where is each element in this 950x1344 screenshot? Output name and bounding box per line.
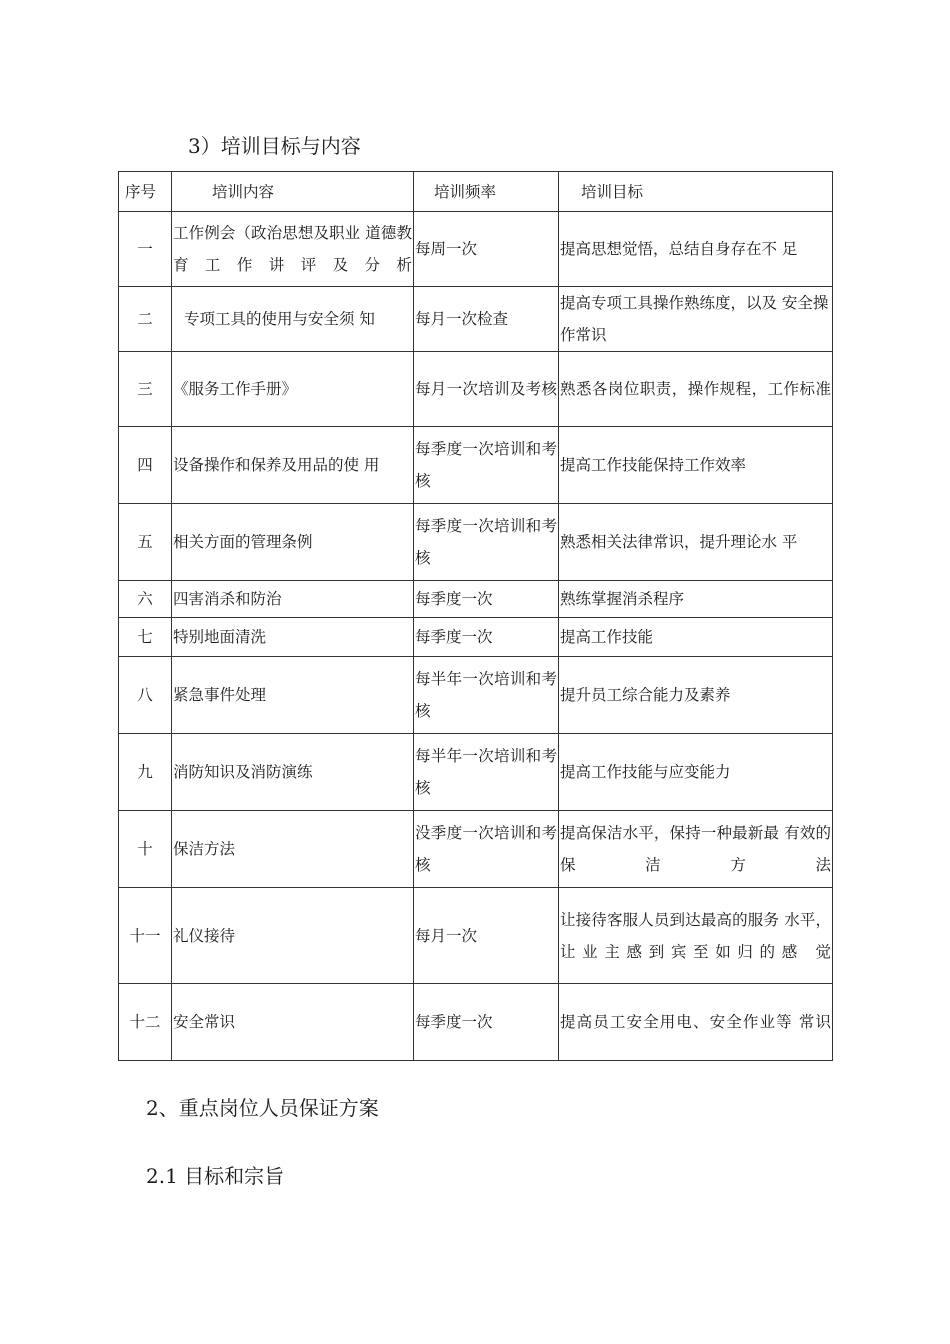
row-content: 工作例会（政治思想及职业 道德教育工作讲评及分析 xyxy=(172,212,414,287)
row-number: 八 xyxy=(119,657,172,734)
row-content: 四害消杀和防治 xyxy=(172,581,414,618)
table-row xyxy=(119,811,833,888)
row-number: 二 xyxy=(119,287,172,352)
row-number: 十 xyxy=(119,811,172,888)
table-row xyxy=(119,287,833,352)
row-content: 礼仪接待 xyxy=(172,888,414,984)
row-goal: 熟悉相关法律常识，提升理论水 平 xyxy=(559,504,833,581)
row-number: 五 xyxy=(119,504,172,581)
row-goal: 提升员工综合能力及素养 xyxy=(559,657,833,734)
row-number: 九 xyxy=(119,734,172,811)
row-content: 消防知识及消防演练 xyxy=(172,734,414,811)
row-goal: 熟悉各岗位职责，操作规程，工作标准 xyxy=(559,352,833,427)
row-content: 保洁方法 xyxy=(172,811,414,888)
table-row xyxy=(119,581,833,618)
table-row xyxy=(119,984,833,1061)
header-seq: 序号 xyxy=(119,172,172,212)
row-goal: 提高工作技能保持工作效率 xyxy=(559,427,833,504)
row-content: 设备操作和保养及用品的使 用 xyxy=(172,427,414,504)
row-goal: 提高专项工具操作熟练度，以及 安全操作常识 xyxy=(559,287,833,352)
table-row xyxy=(119,888,833,984)
row-frequency: 每月一次培训及考核 xyxy=(414,352,559,427)
row-content: 特别地面清洗 xyxy=(172,618,414,657)
row-frequency: 每季度一次 xyxy=(414,618,559,657)
row-goal: 提高工作技能与应变能力 xyxy=(559,734,833,811)
section-heading-key-positions: 2、重点岗位人员保证方案 xyxy=(146,1096,379,1120)
row-goal: 提高员工安全用电、安全作业等 常识 xyxy=(559,984,833,1061)
section-heading-training-goals: 3）培训目标与内容 xyxy=(188,134,361,158)
header-goal: 培训目标 xyxy=(559,172,833,212)
table-row xyxy=(119,504,833,581)
row-content: 紧急事件处理 xyxy=(172,657,414,734)
header-frequency: 培训频率 xyxy=(414,172,559,212)
row-number: 四 xyxy=(119,427,172,504)
table-row xyxy=(119,618,833,657)
row-frequency: 每季度一次 xyxy=(414,581,559,618)
row-frequency: 每月一次检查 xyxy=(414,287,559,352)
row-content: 安全常识 xyxy=(172,984,414,1061)
row-frequency: 每季度一次 xyxy=(414,984,559,1061)
subsection-heading-goals-purpose: 2.1 目标和宗旨 xyxy=(146,1164,285,1188)
row-frequency: 每月一次 xyxy=(414,888,559,984)
table-header-row xyxy=(119,172,833,212)
table-row xyxy=(119,212,833,287)
row-frequency: 每周一次 xyxy=(414,212,559,287)
row-content: 专项工具的使用与安全须 知 xyxy=(172,287,414,352)
row-number: 十二 xyxy=(119,984,172,1061)
table-row xyxy=(119,734,833,811)
row-goal: 熟练掌握消杀程序 xyxy=(559,581,833,618)
row-number: 三 xyxy=(119,352,172,427)
row-frequency: 没季度一次培训和考核 xyxy=(414,811,559,888)
table-row xyxy=(119,657,833,734)
row-goal: 提高思想觉悟，总结自身存在不 足 xyxy=(559,212,833,287)
row-frequency: 每半年一次培训和考核 xyxy=(414,734,559,811)
table-row xyxy=(119,427,833,504)
row-content: 《服务工作手册》 xyxy=(172,352,414,427)
row-number: 一 xyxy=(119,212,172,287)
row-goal: 提高保洁水平，保持一种最新最 有效的保洁方法 xyxy=(559,811,833,888)
table-row xyxy=(119,352,833,427)
row-number: 六 xyxy=(119,581,172,618)
row-frequency: 每季度一次培训和考核 xyxy=(414,504,559,581)
row-goal: 让接待客服人员到达最高的服务 水平，让业主感到宾至如归的感 觉 xyxy=(559,888,833,984)
row-number: 七 xyxy=(119,618,172,657)
training-table xyxy=(118,171,833,1061)
row-frequency: 每半年一次培训和考核 xyxy=(414,657,559,734)
row-frequency: 每季度一次培训和考核 xyxy=(414,427,559,504)
row-goal: 提高工作技能 xyxy=(559,618,833,657)
row-number: 十一 xyxy=(119,888,172,984)
row-content: 相关方面的管理条例 xyxy=(172,504,414,581)
header-content: 培训内容 xyxy=(172,172,414,212)
